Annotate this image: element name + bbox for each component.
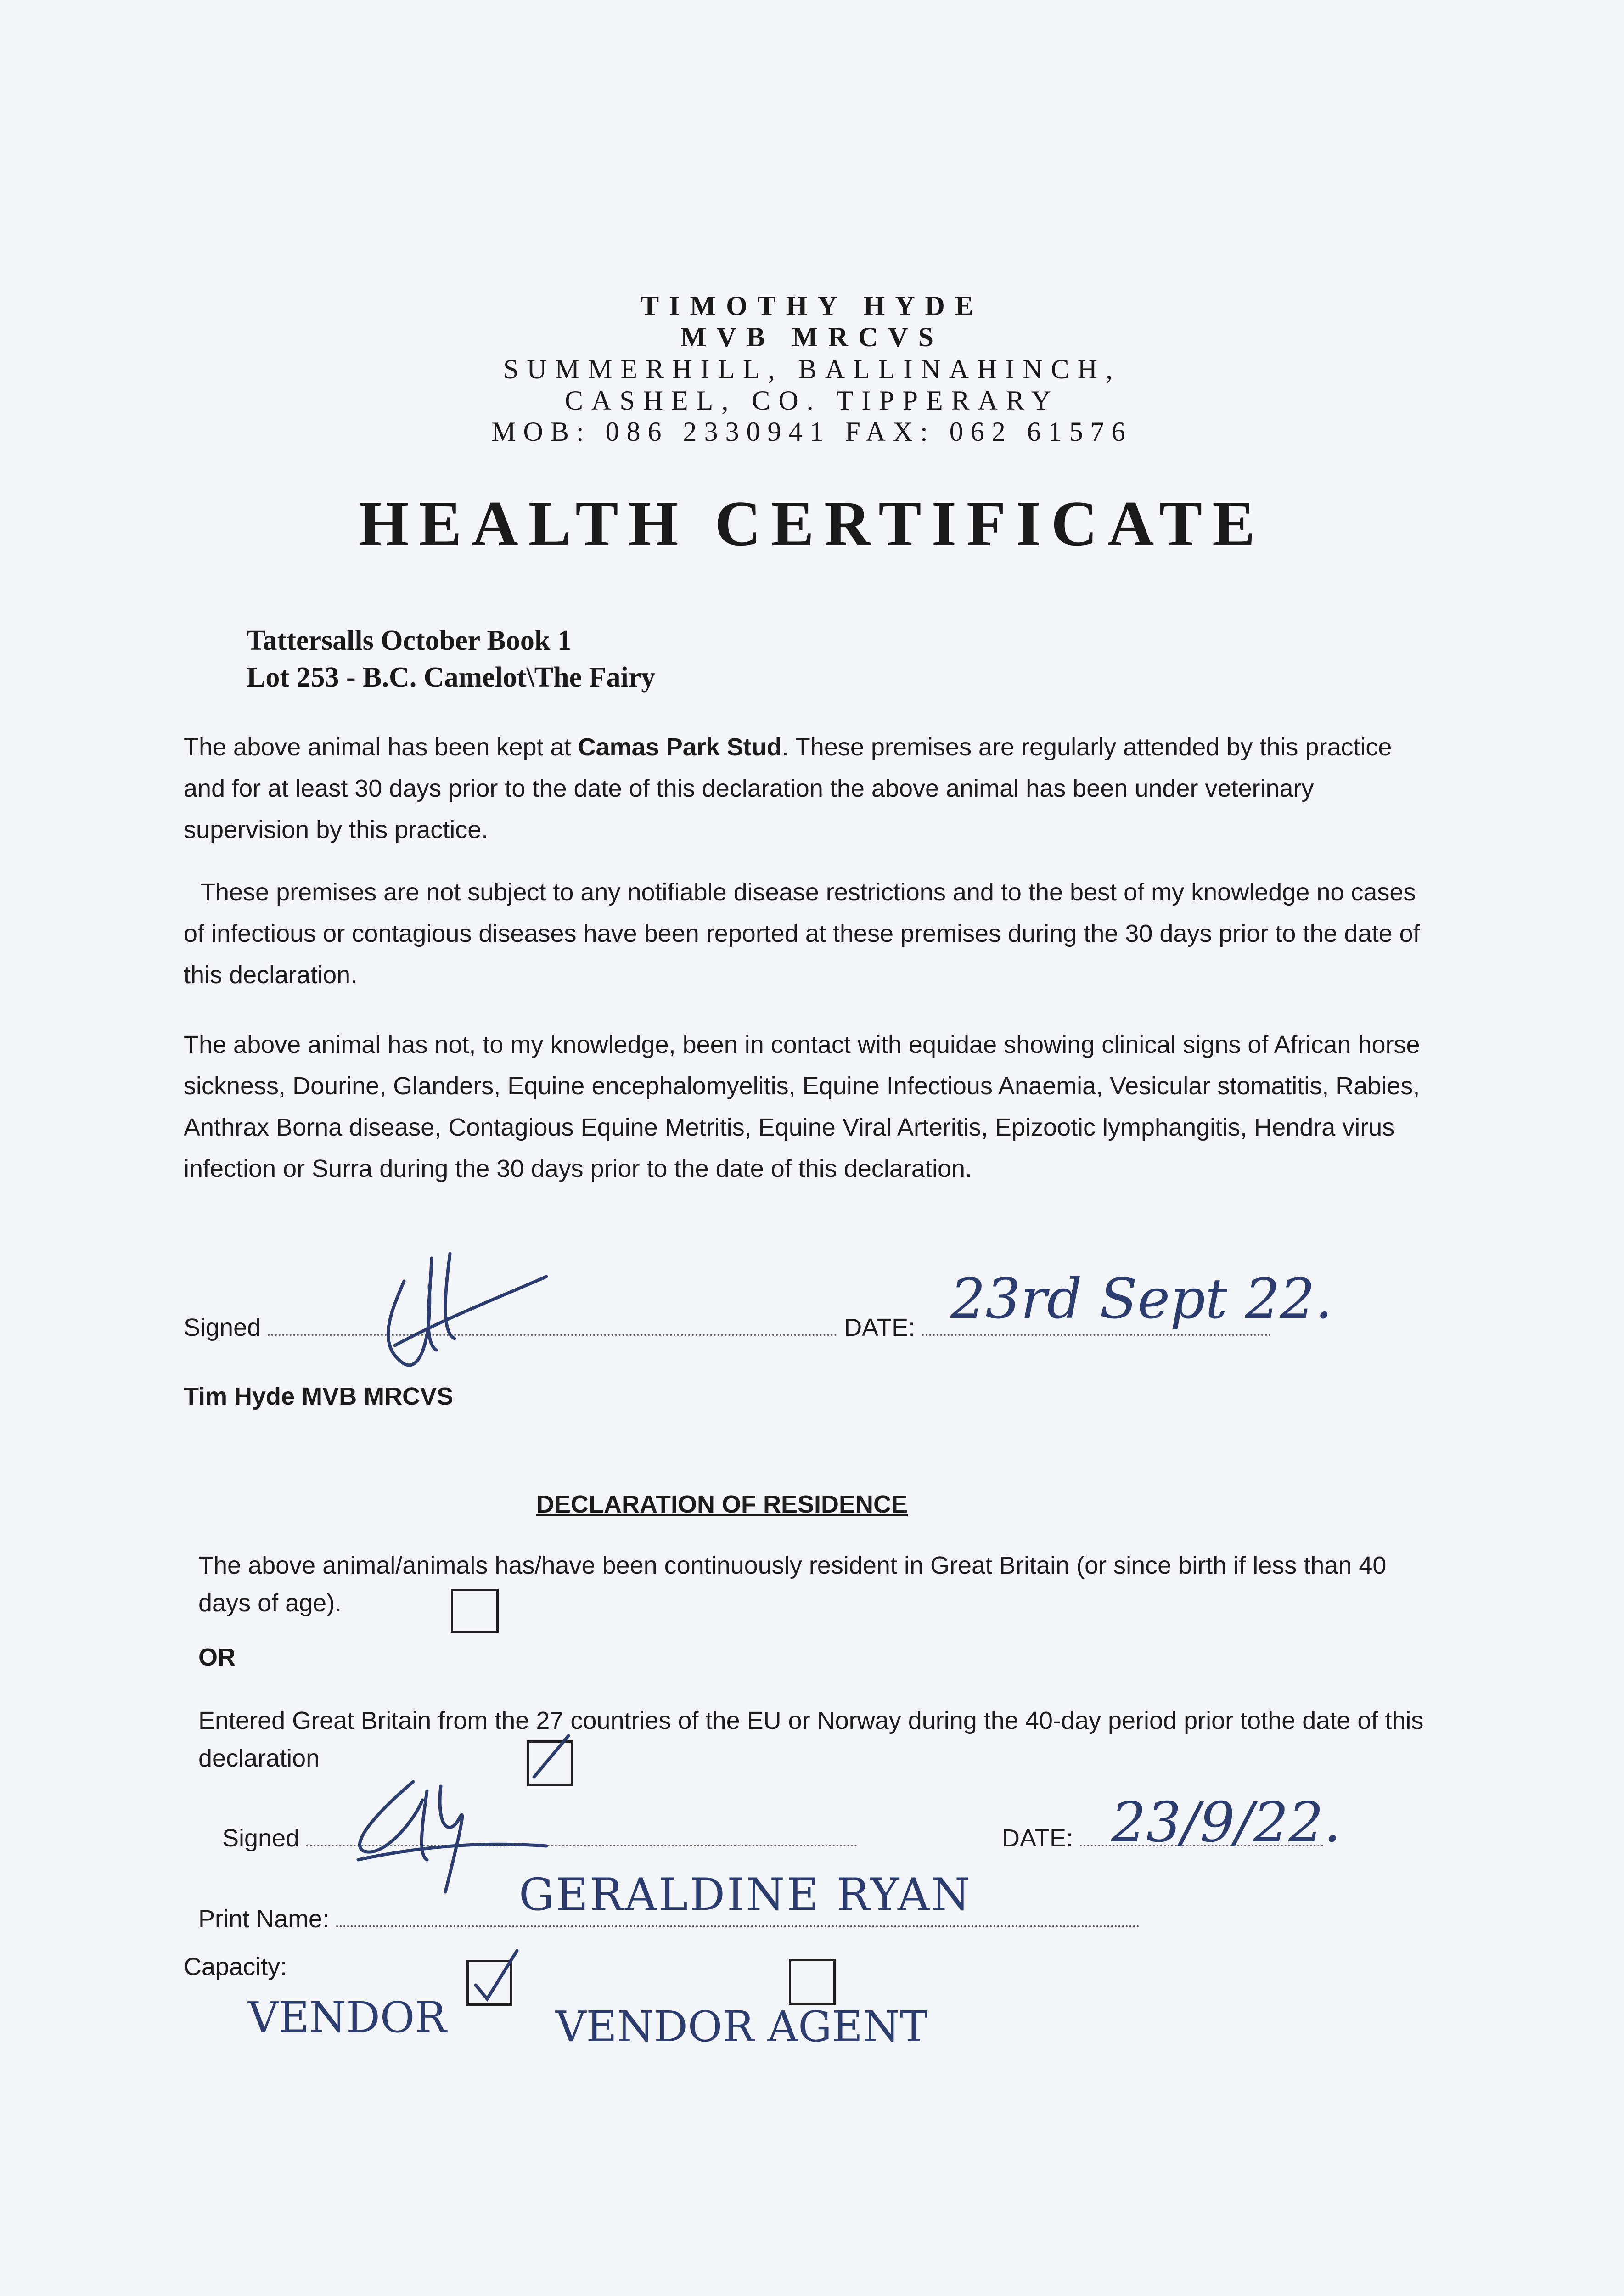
declaration-heading: DECLARATION OF RESIDENCE [536, 1491, 908, 1518]
or-label: OR [198, 1643, 236, 1671]
residence-option-2-text: Entered Great Britain from the 27 countries of the EU or Norway during the 40-day period prior tothe date of this declaration [198, 1707, 1424, 1772]
capacity-option-vendor-checkbox[interactable] [466, 1960, 512, 2006]
contact-diseases-paragraph: The above animal has not, to my knowledge, been in contact with equidae showing clinical signs of African horse sickness, Dourine, Glanders, Equine encephalomyelitis, Equine Infectious Anaemia, Vesicular stomatitis, Rabies, Anthrax Borna disease, Contagious Equine Metritis, Equine Viral Arteritis, Epizootic lymphangitis, Hendra virus infection or Surra during the 30 days prior to the date of this declaration. [184, 1031, 1420, 1182]
vet-date-handwritten: 23rd Sept 22. [950, 1267, 1333, 1331]
signed-label: Signed [222, 1824, 300, 1852]
capacity-label: Capacity: [184, 1953, 287, 1981]
residence-option-1-text: The above animal/animals has/have been continuously resident in Great Britain (or since birth if less than 40 days of age). [198, 1552, 1387, 1617]
declarant-date-handwritten: 23/9/22. [1111, 1791, 1341, 1855]
vet-signature [376, 1240, 560, 1378]
print-name-handwritten: GERALDINE RYAN [519, 1869, 972, 1920]
signed-label: Signed [184, 1314, 261, 1341]
residence-option-1-checkbox[interactable] [451, 1589, 499, 1633]
vet-qualifications: MVB MRCVS [680, 322, 944, 352]
premises-paragraph: The above animal has been kept at Camas Park Stud. These premises are regularly attended by this practice and for at least 30 days prior to the date of this declaration the above animal has been under veterinary supervision by this practice. [184, 733, 1392, 844]
check-icon [466, 1960, 512, 2006]
date-label: DATE: [1002, 1824, 1073, 1852]
capacity-option-vendor-label: VENDOR [248, 1993, 447, 2042]
sale-name: Tattersalls October Book 1 [247, 625, 572, 656]
address-line-1: SUMMERHILL, BALLINAHINCH, [503, 354, 1121, 384]
capacity-option-agent-checkbox[interactable] [789, 1959, 836, 2005]
stud-name: Camas Park Stud [578, 733, 782, 761]
vet-name: TIMOTHY HYDE [641, 291, 983, 321]
address-line-2: CASHEL, CO. TIPPERARY [564, 385, 1060, 416]
date-label: DATE: [844, 1314, 916, 1341]
disease-restrictions-paragraph: These premises are not subject to any notifiable disease restrictions and to the best of my knowledge no cases of infectious or contagious diseases have been reported at these premises during the 30 days prior to the date of this declaration. [184, 878, 1420, 989]
document-title: HEALTH CERTIFICATE [359, 488, 1265, 559]
print-name-label: Print Name: [198, 1905, 330, 1933]
vet-name-printed: Tim Hyde MVB MRCVS [184, 1383, 454, 1410]
lot-description: Lot 253 - B.C. Camelot\The Fairy [247, 662, 656, 693]
capacity-option-agent-label: VENDOR AGENT [556, 2002, 928, 2051]
contact-numbers: MOB: 086 2330941 FAX: 062 61576 [491, 416, 1133, 447]
